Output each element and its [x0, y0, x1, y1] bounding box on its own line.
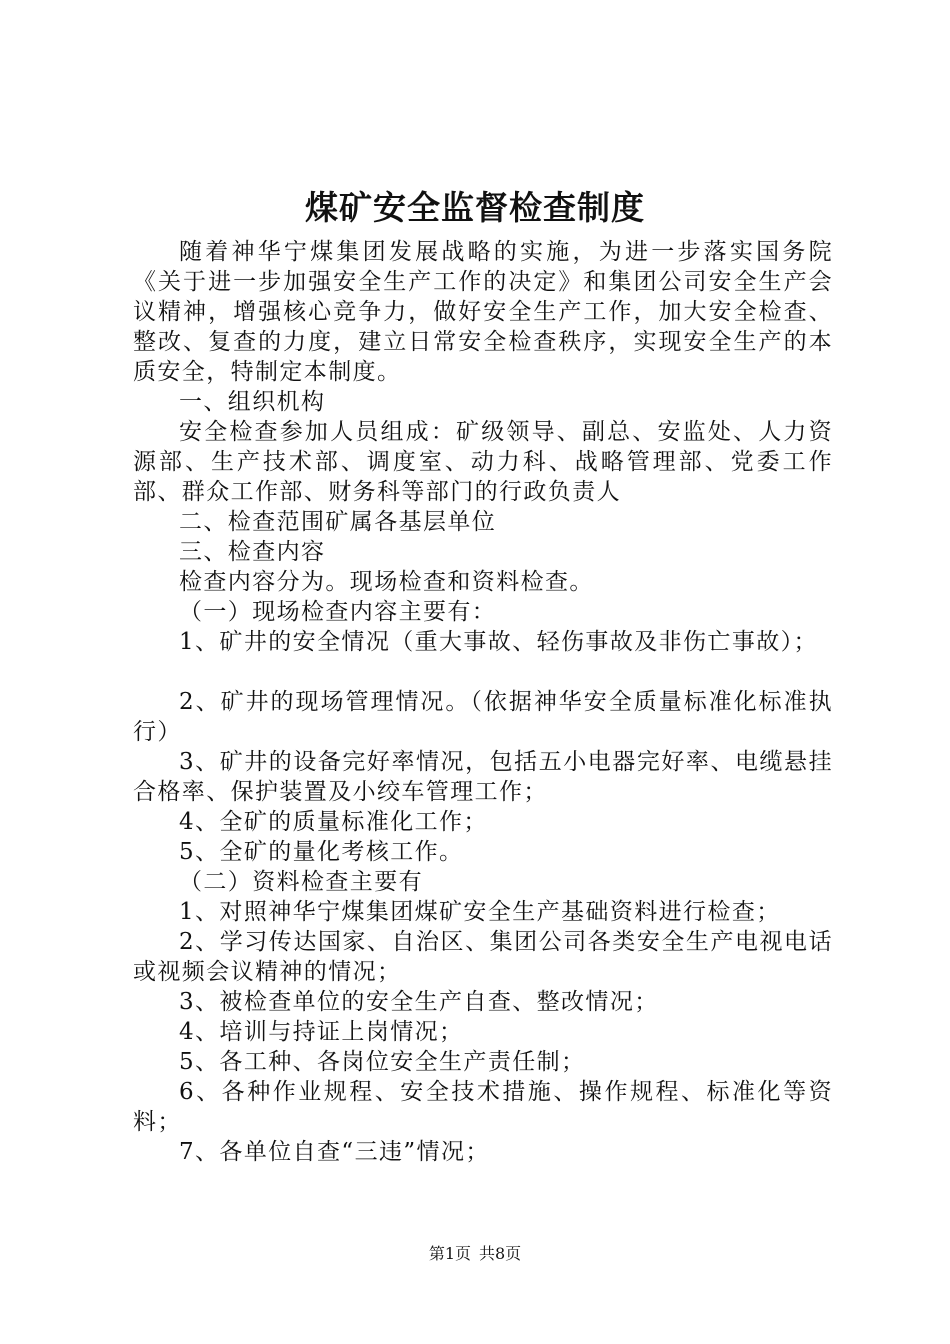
records-item-7: 7、各单位自查“三违”情况； — [179, 1139, 490, 1165]
records-item-3: 3、被检查单位的安全生产自查、整改情况； — [179, 989, 659, 1015]
onsite-item-3: 3、矿井的设备完好率情况，包括五小电器完好率、电缆悬挂合格率、保护装置及小绞车管理工作； — [133, 749, 833, 805]
page-number: 第1页 — [428, 1244, 471, 1263]
page-total: 共8页 — [479, 1244, 522, 1263]
subsection-heading-onsite: （一）现场检查内容主要有： — [179, 599, 497, 625]
content-overview-paragraph: 检查内容分为。现场检查和资料检查。 — [179, 569, 594, 595]
records-item-6: 6、各种作业规程、安全技术措施、操作规程、标准化等资料； — [133, 1079, 833, 1135]
organization-paragraph: 安全检查参加人员组成：矿级领导、副总、安监处、人力资源部、生产技术部、调度室、动力科、战略管理部、党委工作部、群众工作部、财务科等部门的行政负责人 — [133, 419, 833, 505]
onsite-item-1: 1、矿井的安全情况（重大事故、轻伤事故及非伤亡事故）； — [179, 629, 818, 655]
onsite-item-5: 5、全矿的量化考核工作。 — [179, 839, 464, 865]
onsite-item-2: 2、矿井的现场管理情况。（依据神华安全质量标准化标准执行） — [133, 689, 833, 745]
document-body — [133, 237, 833, 1167]
records-item-1: 1、对照神华宁煤集团煤矿安全生产基础资料进行检查； — [179, 899, 781, 925]
records-item-2: 2、学习传达国家、自治区、集团公司各类安全生产电视电话或视频会议精神的情况； — [133, 929, 833, 985]
section-heading-content: 三、检查内容 — [179, 539, 326, 565]
section-heading-scope: 二、检查范围矿属各基层单位 — [179, 509, 497, 535]
records-item-5: 5、各工种、各岗位安全生产责任制； — [179, 1049, 586, 1075]
document-title: 煤矿安全监督检查制度 — [305, 188, 645, 227]
section-heading-organization: 一、组织机构 — [179, 389, 326, 415]
subsection-heading-records: （二）资料检查主要有 — [179, 869, 423, 895]
onsite-item-4: 4、全矿的质量标准化工作； — [179, 809, 488, 835]
records-item-4: 4、培训与持证上岗情况； — [179, 1019, 464, 1045]
intro-paragraph: 随着神华宁煤集团发展战略的实施，为进一步落实国务院《关于进一步加强安全生产工作的决定》和集团公司安全生产会议精神，增强核心竞争力，做好安全生产工作，加大安全检查、整改、复查的力度，建立日常安全检查秩序，实现安全生产的本质安全，特制定本制度。 — [133, 239, 833, 385]
page-footer — [0, 1243, 950, 1265]
